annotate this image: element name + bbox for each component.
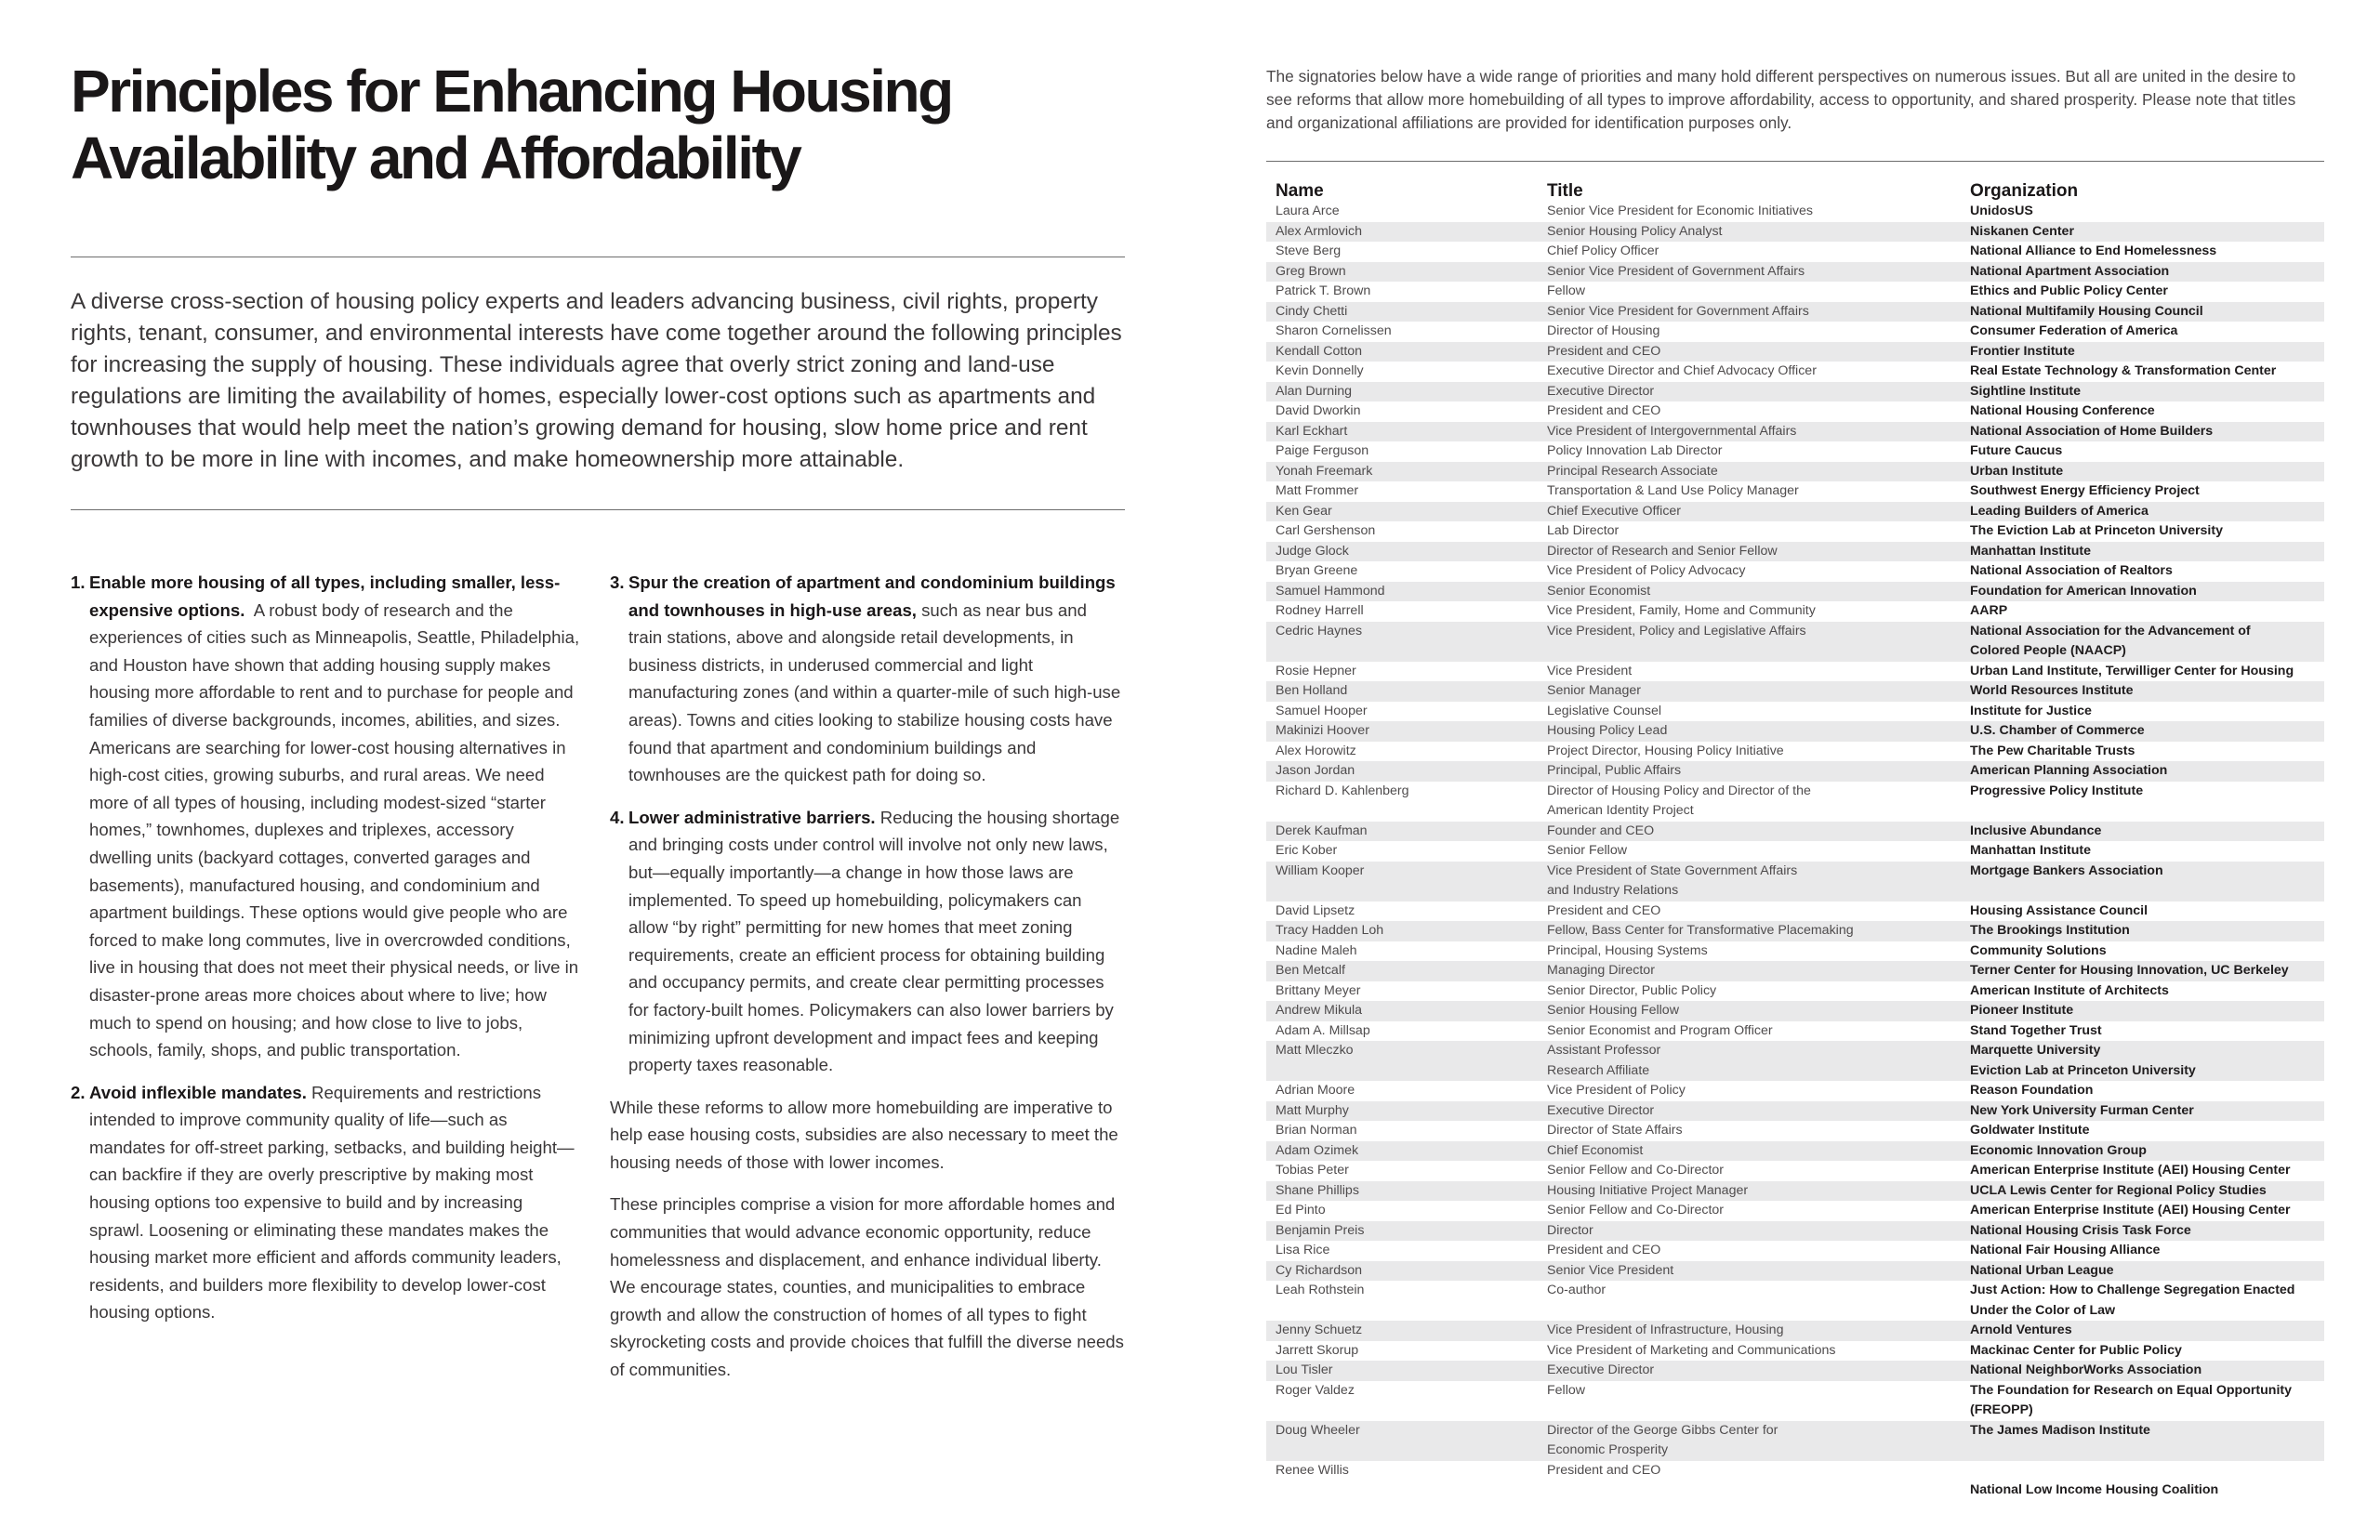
principles-column-2	[610, 569, 1125, 1399]
signatory-name: Shane Phillips	[1266, 1181, 1538, 1202]
signatory-name: Benjamin Preis	[1266, 1221, 1538, 1242]
principles-column-1	[71, 569, 580, 1341]
signatory-title: Legislative Counsel	[1547, 703, 1662, 718]
principle-body: A robust body of research and the experiences of cities such as Minneapolis, Seattle, Philadelphia, and Houston have shown that adding housing supply makes housing more affordable to rent and to purchase for people and families of diverse backgrounds, incomes, abilities, and sizes. Americans are searching for lower-cost housing alternatives in high-cost cities, growing suburbs, and rural areas. We need more of all types of housing, including modest-sized “starter homes,” townhomes, duplexes and triplexes, accessory dwelling units (backyard cottages, converted garages and basements), manufactured housing, and condominium and apartment buildings. These options would give people who are forced to make long commutes, live in overcrowded conditions, live in housing that does not meet their physical needs, or live in disaster-prone areas more choices about where to live; how much to spend on housing; and how close to live to jobs, schools, family, shops, and public transportation.	[89, 599, 580, 1060]
signatory-organization: Real Estate Technology & Transformation Center	[1970, 363, 2277, 378]
signatory-organization: UCLA Lewis Center for Regional Policy Studies	[1961, 1181, 2324, 1202]
signatory-name: Carl Gershenson	[1276, 523, 1376, 538]
signatory-title: Lab Director	[1547, 523, 1620, 538]
signatory-name: Bryan Greene	[1276, 563, 1358, 578]
signatory-title: Vice President, Policy and Legislative Affairs	[1538, 622, 1961, 662]
table-row	[1266, 822, 2324, 842]
signatory-organization: Reason Foundation	[1970, 1083, 2094, 1098]
signatory-organization: Niskanen Center	[1961, 222, 2324, 243]
table-row	[1266, 1381, 2324, 1421]
signatory-organization: The Eviction Lab at Princeton University	[1970, 523, 2223, 538]
right-page	[1266, 65, 2324, 1497]
signatory-name: Derek Kaufman	[1266, 822, 1538, 842]
table-row	[1266, 441, 2324, 462]
table-row	[1266, 462, 2324, 482]
principle-1	[71, 569, 580, 1064]
signatory-organization: National Association of Home Builders	[1961, 422, 2324, 442]
column-header-organization: Organization	[1970, 181, 2079, 201]
signatory-organization: Leading Builders of America	[1961, 502, 2324, 522]
table-row	[1266, 1141, 2324, 1162]
signatory-name: Cedric Haynes	[1266, 622, 1538, 662]
table-row	[1266, 921, 2324, 941]
signatory-organization: Sightline Institute	[1961, 382, 2324, 402]
signatory-name: William Kooper	[1266, 862, 1538, 902]
signatory-name: Makinizi Hoover	[1266, 721, 1538, 742]
principle-3	[610, 569, 1125, 789]
signatory-title: Senior Vice President of Government Affairs	[1538, 262, 1961, 283]
signatory-title: Policy Innovation Lab Director	[1547, 443, 1723, 458]
signatory-name: Sharon Cornelissen	[1276, 323, 1392, 338]
signatory-organization: Stand Together Trust	[1970, 1022, 2102, 1038]
signatory-title: Senior Fellow and Co-Director	[1547, 1163, 1725, 1178]
signatory-name: Adrian Moore	[1276, 1083, 1355, 1098]
table-row	[1266, 1341, 2324, 1362]
signatory-organization: The James Madison Institute	[1961, 1421, 2324, 1461]
signatory-title: President and CEO	[1547, 1462, 1661, 1478]
signatory-title: Vice President, Family, Home and Community	[1547, 603, 1816, 618]
signatory-organization: Southwest Energy Efficiency Project	[1970, 483, 2200, 498]
title-line-1: Principles for Enhancing Housing	[71, 58, 952, 125]
signatory-organization: Foundation for American Innovation	[1961, 582, 2324, 602]
signatory-organization: Institute for Justice	[1970, 703, 2092, 718]
table-row	[1266, 841, 2324, 862]
signatory-title: Senior Vice President	[1538, 1261, 1961, 1282]
signatory-name: Tracy Hadden Loh	[1266, 921, 1538, 941]
signatory-name: Nadine Maleh	[1276, 942, 1357, 958]
signatory-title: Housing Initiative Project Manager	[1538, 1181, 1961, 1202]
signatory-organization: World Resources Institute	[1961, 681, 2324, 702]
table-row	[1266, 342, 2324, 362]
signatory-title: Senior Fellow and Co-Director	[1547, 1203, 1725, 1218]
signatory-name: Greg Brown	[1266, 262, 1538, 283]
principle-number: 3.	[610, 573, 625, 592]
signatory-name: Matt Mleczko	[1266, 1041, 1538, 1081]
table-row	[1266, 382, 2324, 402]
signatory-title: Senior Economist and Program Officer	[1547, 1022, 1773, 1038]
table-row	[1266, 282, 2324, 302]
principle-heading: Enable more housing of all types, including smaller, less-expensive options.	[89, 573, 561, 620]
table-row	[1266, 262, 2324, 283]
principle-heading: Lower administrative barriers.	[628, 807, 876, 827]
signatory-title: Chief Economist	[1538, 1141, 1961, 1162]
signatory-organization: Goldwater Institute	[1970, 1123, 2090, 1138]
principle-number: 1.	[71, 573, 86, 592]
signatory-organization: Marquette University Eviction Lab at Princeton University	[1961, 1041, 2324, 1081]
closing-paragraph-1: While these reforms to allow more homebuilding are imperative to help ease housing costs, subsidies are also necessary to meet the housing needs of those with lower incomes.	[610, 1097, 1118, 1172]
principle-heading: Avoid inflexible mandates.	[89, 1082, 307, 1102]
table-row	[1266, 622, 2324, 662]
principle-number: 4.	[610, 807, 625, 827]
signatory-name: Jarrett Skorup	[1276, 1342, 1359, 1358]
signatory-title: Principal, Housing Systems	[1547, 942, 1708, 958]
table-row	[1266, 862, 2324, 902]
signatory-organization: National Housing Crisis Task Force	[1961, 1221, 2324, 1242]
principle-heading: Spur the creation of apartment and condominium buildings and townhouses in high-use areas,	[628, 573, 1116, 620]
signatory-name: Rosie Hepner	[1276, 663, 1356, 678]
principle-body: Reducing the housing shortage and bringing costs under control will involve not only new laws, but—equally importantly—a change in how those laws are implemented. To speed up homebuilding, policymakers can allow “by right” permitting for new homes that meet zoning requirements, create an efficient process for obtaining building and occupancy permits, and create clear permitting processes for factory-built homes. Policymakers can also lower barriers by minimizing upfront development and impact fees and keeping property taxes reasonable.	[628, 807, 1120, 1075]
signatory-name: Kendall Cotton	[1266, 342, 1538, 362]
table-row	[1266, 981, 2324, 1002]
signatory-title: President and CEO	[1547, 403, 1661, 418]
signatory-title: Senior Economist	[1538, 582, 1961, 602]
table-row	[1266, 561, 2324, 582]
signatory-title: Principal, Public Affairs	[1538, 761, 1961, 782]
signatory-title: Vice President	[1547, 663, 1633, 678]
signatory-title: Housing Policy Lead	[1538, 721, 1961, 742]
signatory-name: Laura Arce	[1276, 204, 1340, 218]
signatory-name: Ed Pinto	[1276, 1203, 1326, 1218]
signatory-name: Yonah Freemark	[1266, 462, 1538, 482]
table-row	[1266, 521, 2324, 542]
closing-paragraph-2: These principles comprise a vision for more affordable homes and communities that would advance economic opportunity, reduce homelessness and displacement, and enhance individual liberty. We encourage states, counties, and municipalities to embrace growth and allow the construction of homes of all types to fight skyrocketing costs and provide choices that fulfill the diverse needs of communities.	[610, 1194, 1124, 1380]
signatory-title: Senior Housing Fellow	[1538, 1001, 1961, 1021]
signatory-title: Vice President of Policy	[1547, 1083, 1686, 1098]
signatory-title: Senior Vice President for Government Affairs	[1538, 302, 1961, 322]
signatory-title: Director of the George Gibbs Center for Economic Prosperity	[1538, 1421, 1961, 1461]
page-title	[71, 58, 1125, 191]
signatory-title: Vice President of Intergovernmental Affairs	[1538, 422, 1961, 442]
principle-4	[610, 804, 1125, 1079]
table-row	[1266, 481, 2324, 502]
signatory-organization: Arnold Ventures	[1961, 1321, 2324, 1341]
signatory-organization: The Pew Charitable Trusts	[1970, 743, 2135, 758]
signatory-name: Kevin Donnelly	[1276, 363, 1364, 378]
signatory-organization: Future Caucus	[1970, 443, 2063, 458]
table-header-row	[1266, 179, 2324, 202]
signatory-organization: American Planning Association	[1961, 761, 2324, 782]
signatory-name: Lisa Rice	[1276, 1243, 1330, 1257]
signatory-title: Co-author	[1547, 1283, 1606, 1297]
signatory-name: Patrick T. Brown	[1276, 283, 1371, 298]
signatory-name: Renee Willis	[1276, 1462, 1349, 1478]
table-row	[1266, 362, 2324, 382]
signatory-name: Samuel Hammond	[1266, 582, 1538, 602]
signatory-name: Brittany Meyer	[1276, 982, 1361, 998]
signatory-organization: American Enterprise Institute (AEI) Housing Center	[1970, 1163, 2291, 1178]
table-row	[1266, 902, 2324, 922]
table-row	[1266, 961, 2324, 981]
table-row	[1266, 202, 2324, 222]
signatory-name: Ben Holland	[1266, 681, 1538, 702]
signatory-organization: UnidosUS	[1970, 204, 2033, 218]
signatory-organization: Urban Land Institute, Terwilliger Center for Housing	[1970, 663, 2294, 678]
table-row	[1266, 941, 2324, 962]
signatory-name: Tobias Peter	[1276, 1163, 1349, 1178]
table-row	[1266, 1041, 2324, 1081]
table-row	[1266, 582, 2324, 602]
signatory-name: Rodney Harrell	[1276, 603, 1364, 618]
signatory-title: Vice President of Marketing and Communications	[1547, 1342, 1836, 1358]
signatory-organization: American Enterprise Institute (AEI) Housing Center	[1970, 1203, 2291, 1218]
signatory-name: David Lipsetz	[1276, 902, 1355, 918]
signatory-name: David Dworkin	[1276, 403, 1361, 418]
table-row	[1266, 222, 2324, 243]
signatory-name: Eric Kober	[1276, 843, 1338, 858]
table-row	[1266, 601, 2324, 622]
signatory-name: Ben Metcalf	[1266, 961, 1538, 981]
signatory-organization: National Housing Conference	[1970, 403, 2155, 418]
signatory-title: Transportation & Land Use Policy Manager	[1547, 483, 1799, 498]
signatory-name: Ken Gear	[1266, 502, 1538, 522]
signatory-title: Fellow	[1547, 283, 1585, 298]
table-row	[1266, 1161, 2324, 1181]
table-row	[1266, 502, 2324, 522]
signatory-organization: AARP	[1970, 603, 2008, 618]
table-row	[1266, 1281, 2324, 1321]
signatory-organization: Frontier Institute	[1961, 342, 2324, 362]
table-row	[1266, 242, 2324, 262]
signatory-title: Senior Vice President for Economic Initiatives	[1547, 204, 1813, 218]
signatory-name: Matt Murphy	[1266, 1101, 1538, 1122]
signatory-organization: Terner Center for Housing Innovation, UC Berkeley	[1961, 961, 2324, 981]
table-row	[1266, 1201, 2324, 1221]
divider-bottom	[71, 509, 1125, 510]
signatory-organization: Manhattan Institute	[1961, 542, 2324, 562]
signatory-name: Karl Eckhart	[1266, 422, 1538, 442]
signatory-title: Director	[1538, 1221, 1961, 1242]
signatory-organization: Housing Assistance Council	[1970, 902, 2149, 918]
signatory-title: Chief Executive Officer	[1538, 502, 1961, 522]
signatory-name: Jenny Schuetz	[1266, 1321, 1538, 1341]
signatory-name: Judge Glock	[1266, 542, 1538, 562]
principle-body: Requirements and restrictions intended to improve community quality of life—such as mandates for off-street parking, setbacks, and building height—can backfire if they are overly prescriptive by making most housing options too expensive to build and by increasing sprawl. Loosening or eliminating these mandates makes the housing market more efficient and affords community leaders, residents, and builders more flexibility to develop lower-cost housing options.	[89, 1082, 575, 1323]
signatory-title: Vice President of Policy Advocacy	[1547, 563, 1746, 578]
signatory-organization: Inclusive Abundance	[1961, 822, 2324, 842]
signatory-title: Executive Director	[1538, 382, 1961, 402]
title-line-2: Availability and Affordability	[71, 125, 800, 191]
signatory-name: Doug Wheeler	[1266, 1421, 1538, 1461]
signatory-title: Executive Director	[1538, 1361, 1961, 1381]
signatory-organization: National Apartment Association	[1961, 262, 2324, 283]
signatory-name: Adam Ozimek	[1266, 1141, 1538, 1162]
signatory-title: President and CEO	[1547, 902, 1661, 918]
table-row	[1266, 1021, 2324, 1042]
signatory-name: Alex Armlovich	[1266, 222, 1538, 243]
signatory-organization: The Foundation for Research on Equal Opportunity (FREOPP)	[1970, 1382, 2293, 1417]
signatory-organization: Progressive Policy Institute	[1970, 783, 2144, 798]
signatory-organization: National Alliance to End Homelessness	[1970, 244, 2217, 258]
table-row	[1266, 1221, 2324, 1242]
signatory-title: Executive Director	[1538, 1101, 1961, 1122]
table-row	[1266, 681, 2324, 702]
signatory-name: Richard D. Kahlenberg	[1276, 783, 1409, 798]
signatory-name: Jason Jordan	[1266, 761, 1538, 782]
signatory-organization: National Fair Housing Alliance	[1970, 1243, 2161, 1257]
signatory-title: Fellow	[1547, 1382, 1585, 1398]
table-row	[1266, 1461, 2324, 1501]
table-row	[1266, 322, 2324, 342]
signatory-title: Senior Manager	[1538, 681, 1961, 702]
signatories-divider	[1266, 161, 2324, 162]
signatory-organization: American Institute of Architects	[1970, 982, 2169, 998]
principle-body: such as near bus and train stations, above and alongside retail developments, in business districts, in underused commercial and light manufacturing zones (and within a quarter-mile of such high-use areas). Towns and cities looking to stabilize housing costs have found that apartment and condominium buildings and townhouses are the quickest path for doing so.	[628, 599, 1121, 785]
table-row	[1266, 542, 2324, 562]
principle-number: 2.	[71, 1082, 86, 1102]
signatory-title: Vice President of Infrastructure, Housing	[1538, 1321, 1961, 1341]
table-row	[1266, 721, 2324, 742]
signatory-title: Assistant Professor Research Affiliate	[1538, 1041, 1961, 1081]
table-row	[1266, 1001, 2324, 1021]
signatory-name: Andrew Mikula	[1266, 1001, 1538, 1021]
signatory-organization: Mackinac Center for Public Policy	[1970, 1342, 2182, 1358]
signatory-name: Samuel Hooper	[1276, 703, 1368, 718]
signatory-name: Cy Richardson	[1266, 1261, 1538, 1282]
table-row	[1266, 1261, 2324, 1282]
signatory-name: Alan Durning	[1266, 382, 1538, 402]
intro-paragraph: A diverse cross-section of housing policy experts and leaders advancing business, civil rights, property rights, tenant, consumer, and environmental interests have come together around the following principles for increasing the supply of housing. These individuals agree that overly strict zoning and land-use regulations are limiting the availability of homes, especially lower-cost options such as apartments and townhouses that would help meet the nation’s growing demand for housing, slow home price and rent growth to be more in line with incomes, and make homeownership more attainable.	[71, 289, 1122, 472]
signatory-title: Fellow, Bass Center for Transformative Placemaking	[1538, 921, 1961, 941]
table-row	[1266, 1321, 2324, 1341]
signatory-title: Principal Research Associate	[1538, 462, 1961, 482]
signatory-organization: Just Action: How to Challenge Segregation Enacted Under the Color of Law	[1970, 1283, 2295, 1318]
signatory-title: Chief Policy Officer	[1547, 244, 1659, 258]
signatory-organization: Ethics and Public Policy Center	[1970, 283, 2168, 298]
signatory-name: Brian Norman	[1276, 1123, 1357, 1138]
signatory-title: Managing Director	[1538, 961, 1961, 981]
signatory-name: Steve Berg	[1276, 244, 1342, 258]
table-row	[1266, 1121, 2324, 1141]
signatories-body	[1266, 202, 2324, 1501]
principle-2	[71, 1079, 580, 1326]
signatory-title: President and CEO	[1547, 1243, 1661, 1257]
signatory-organization: U.S. Chamber of Commerce	[1961, 721, 2324, 742]
signatories-table	[1266, 179, 2324, 1501]
table-row	[1266, 1421, 2324, 1461]
signatory-organization: National Association for the Advancement of Colored People (NAACP)	[1961, 622, 2324, 662]
signatory-title: Senior Director, Public Policy	[1547, 982, 1717, 998]
signatory-name: Paige Ferguson	[1276, 443, 1369, 458]
signatory-organization: National Low Income Housing Coalition	[1970, 1482, 2219, 1497]
signatory-name: Lou Tisler	[1266, 1361, 1538, 1381]
table-row	[1266, 1241, 2324, 1261]
table-row	[1266, 1081, 2324, 1101]
signatory-organization: Pioneer Institute	[1961, 1001, 2324, 1021]
signatory-name: Matt Frommer	[1276, 483, 1359, 498]
signatory-organization: National Urban League	[1961, 1261, 2324, 1282]
signatory-organization: National NeighborWorks Association	[1961, 1361, 2324, 1381]
signatory-organization: Mortgage Bankers Association	[1961, 862, 2324, 902]
signatory-organization: New York University Furman Center	[1961, 1101, 2324, 1122]
signatory-name: Alex Horowitz	[1276, 743, 1356, 758]
signatory-organization: Community Solutions	[1970, 942, 2107, 958]
signatory-organization: Manhattan Institute	[1970, 843, 2092, 858]
table-row	[1266, 1361, 2324, 1381]
signatories-intro: The signatories below have a wide range of priorities and many hold different perspectives on numerous issues. But all are united in the desire to see reforms that allow more homebuilding of all types to improve affordability, access to opportunity, and shared prosperity. Please note that titles and organizational affiliations are provided for identification purposes only.	[1266, 67, 2296, 132]
table-row	[1266, 662, 2324, 682]
table-row	[1266, 401, 2324, 422]
signatory-organization: Consumer Federation of America	[1970, 323, 2178, 338]
signatory-organization: National Association of Realtors	[1970, 563, 2173, 578]
signatory-title: Executive Director and Chief Advocacy Officer	[1547, 363, 1817, 378]
table-row	[1266, 702, 2324, 722]
signatory-title: Director of Housing	[1547, 323, 1660, 338]
signatory-title: President and CEO	[1538, 342, 1961, 362]
signatory-organization: National Multifamily Housing Council	[1961, 302, 2324, 322]
signatory-name: Leah Rothstein	[1276, 1283, 1365, 1297]
signatory-name: Adam A. Millsap	[1276, 1022, 1370, 1038]
table-row	[1266, 742, 2324, 762]
signatory-title: Founder and CEO	[1538, 822, 1961, 842]
table-row	[1266, 302, 2324, 322]
signatory-title: Project Director, Housing Policy Initiative	[1547, 743, 1784, 758]
table-row	[1266, 1101, 2324, 1122]
signatory-title: Vice President of State Government Affairs and Industry Relations	[1538, 862, 1961, 902]
table-row	[1266, 1181, 2324, 1202]
signatory-title: Senior Fellow	[1547, 843, 1627, 858]
table-row	[1266, 782, 2324, 822]
signatory-title: Director of Research and Senior Fellow	[1538, 542, 1961, 562]
signatory-organization: Economic Innovation Group	[1961, 1141, 2324, 1162]
table-row	[1266, 761, 2324, 782]
column-header-name: Name	[1276, 181, 1324, 201]
column-header-title: Title	[1547, 181, 1583, 201]
signatory-title: Director of State Affairs	[1547, 1123, 1683, 1138]
signatory-organization: The Brookings Institution	[1961, 921, 2324, 941]
signatory-organization: Urban Institute	[1961, 462, 2324, 482]
left-page	[71, 58, 1125, 1380]
signatory-name: Cindy Chetti	[1266, 302, 1538, 322]
table-row	[1266, 422, 2324, 442]
signatory-title: Director of Housing Policy and Director of the American Identity Project	[1547, 783, 1811, 818]
signatory-title: Senior Housing Policy Analyst	[1538, 222, 1961, 243]
signatory-name: Roger Valdez	[1276, 1382, 1355, 1398]
